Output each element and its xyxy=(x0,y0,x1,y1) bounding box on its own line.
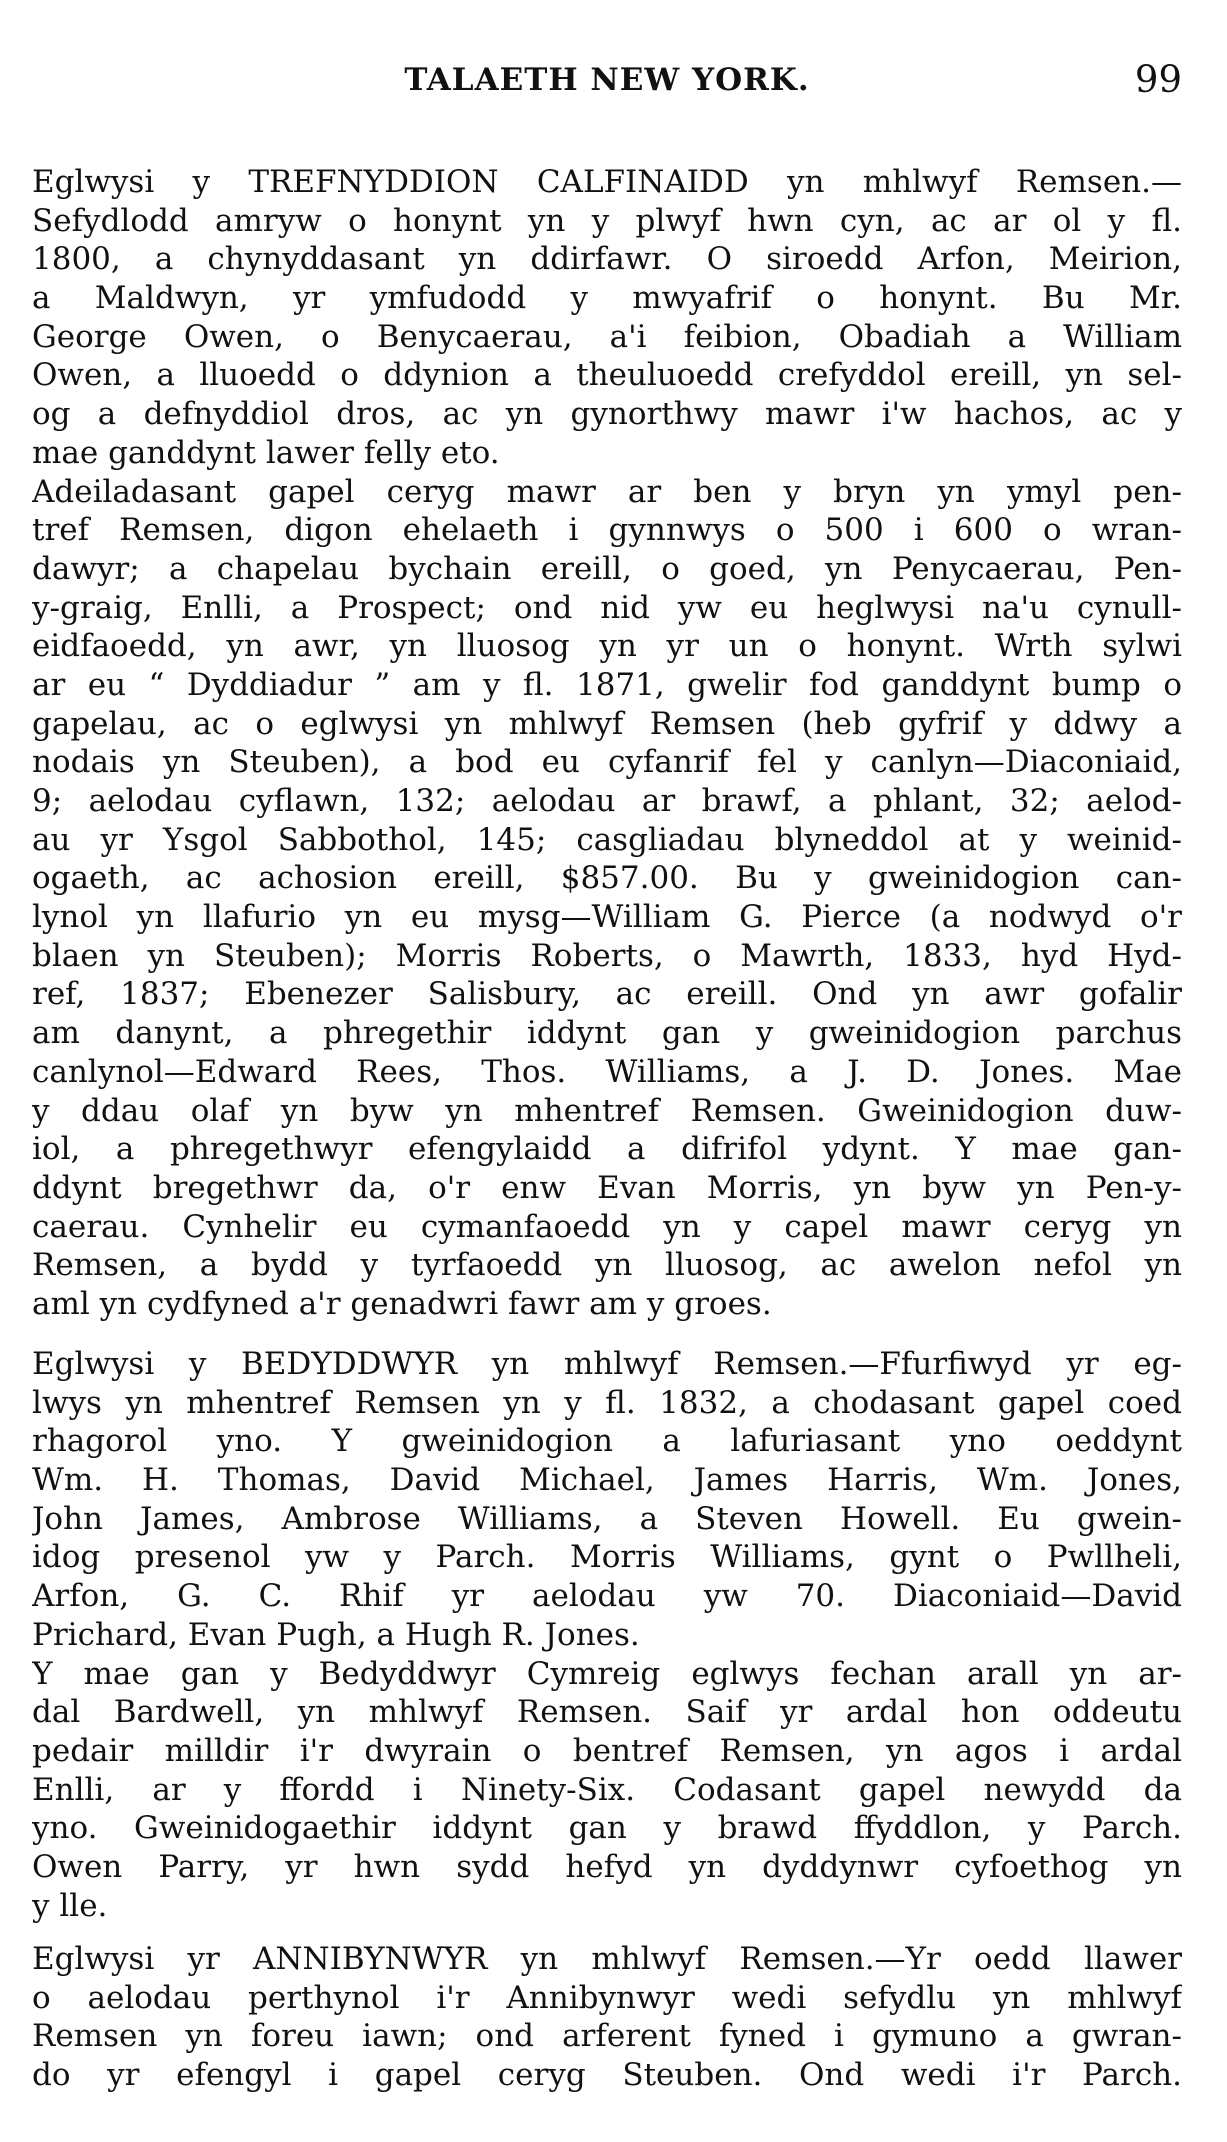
text-line: John James, Ambrose Williams, a Steven Howell. Eu gwein- xyxy=(32,1500,1182,1537)
text-line: y-graig, Enlli, a Prospect; ond nid yw eu heglwysi na'u cynull- xyxy=(32,589,1182,626)
text-line: Owen, a lluoedd o ddynion a theuluoedd crefyddol ereill, yn sel- xyxy=(32,357,1182,394)
text-line: Wm. H. Thomas, David Michael, James Harris, Wm. Jones, xyxy=(32,1462,1182,1499)
section-baptists xyxy=(32,1345,1182,1925)
text-line: yno. Gweinidogaethir iddynt gan y brawd ffyddlon, y Parch. xyxy=(32,1810,1182,1847)
text-line: 9; aelodau cyflawn, 132; aelodau ar brawf, a phlant, 32; aelod- xyxy=(32,783,1182,819)
text-line: do yr efengyl i gapel ceryg Steuben. Ond wedi i'r Parch. xyxy=(32,2057,1182,2094)
text-line: eidfaoedd, yn awr, yn lluosog yn yr un o honynt. Wrth sylwi xyxy=(32,628,1182,665)
text-line: Eglwysi y TREFNYDDION CALFINAIDD yn mhlwyf Remsen.— xyxy=(32,164,1182,200)
text-line: George Owen, o Benycaerau, a'i feibion, Obadiah a William xyxy=(32,318,1182,355)
text-line: Owen Parry, yr hwn sydd hefyd yn dyddynwr cyfoethog yn xyxy=(32,1848,1182,1885)
text-line: au yr Ysgol Sabbothol, 145; casgliadau blyneddol at y weinid- xyxy=(32,821,1182,858)
text-line: aml yn cydfyned a'r genadwri fawr am y groes. xyxy=(32,1285,772,1322)
text-line: pedair milldir i'r dwyrain o bentref Remsen, yn agos i ardal xyxy=(32,1732,1182,1769)
text-line: dawyr; a chapelau bychain ereill, o goed, yn Penycaerau, Pen- xyxy=(32,550,1182,587)
text-line: 1800, a chynyddasant yn ddirfawr. O siroedd Arfon, Meirion, xyxy=(32,241,1182,278)
text-line: a Maldwyn, yr ymfudodd y mwyafrif o honynt. Bu Mr. xyxy=(32,280,1182,317)
text-line: nodais yn Steuben), a bod eu cyfanrif fel y canlyn—Diaconiaid, xyxy=(32,744,1182,781)
text-line: Eglwysi y BEDYDDWYR yn mhlwyf Remsen.—Ffurfiwyd yr eg- xyxy=(32,1346,1182,1382)
text-line: idog presenol yw y Parch. Morris Williams, gynt o Pwllheli, xyxy=(32,1539,1182,1576)
text-line: Remsen, a bydd y tyrfaoedd yn lluosog, ac awelon nefol yn xyxy=(32,1247,1182,1284)
text-line: mae ganddynt lawer felly eto. xyxy=(32,434,500,471)
text-line: Sefydlodd amryw o honynt yn y plwyf hwn cyn, ac ar ol y fl. xyxy=(32,202,1182,239)
text-line: am danynt, a phregethir iddynt gan y gweinidogion parchus xyxy=(32,1015,1182,1052)
text-line: iol, a phregethwyr efengylaidd a difrifol ydynt. Y mae gan- xyxy=(32,1131,1182,1168)
running-title: TALAETH NEW YORK. xyxy=(404,62,810,98)
text-line: Adeiladasant gapel ceryg mawr ar ben y bryn yn ymyl pen- xyxy=(32,473,1182,510)
text-line: lwys yn mhentref Remsen yn y fl. 1832, a chodasant gapel coed xyxy=(32,1384,1182,1421)
text-line: dal Bardwell, yn mhlwyf Remsen. Saif yr ardal hon oddeutu xyxy=(32,1694,1182,1731)
text-line: tref Remsen, digon ehelaeth i gynnwys o 500 i 600 o wran- xyxy=(32,512,1182,549)
text-line: Remsen yn foreu iawn; ond arferent fyned i gymuno a gwran- xyxy=(32,2018,1182,2055)
text-line: Arfon, G. C. Rhif yr aelodau yw 70. Diaconiaid—David xyxy=(32,1578,1182,1615)
text-line: Enlli, ar y ffordd i Ninety-Six. Codasant gapel newydd da xyxy=(32,1771,1182,1808)
text-line: o aelodau perthynol i'r Annibynwyr wedi sefydlu yn mhlwyf xyxy=(32,1979,1182,2016)
text-line: caerau. Cynhelir eu cymanfaoedd yn y capel mawr ceryg yn xyxy=(32,1208,1182,1245)
text-line: ddynt bregethwr da, o'r enw Evan Morris, yn byw yn Pen-y- xyxy=(32,1169,1182,1206)
text-line: Eglwysi yr ANNIBYNWYR yn mhlwyf Remsen.—Yr oedd llawer xyxy=(32,1941,1182,1977)
text-line: ogaeth, ac achosion ereill, $857.00. Bu y gweinidogion can- xyxy=(32,860,1182,897)
page-number: 99 xyxy=(1134,58,1182,101)
text-line: og a defnyddiol dros, ac yn gynorthwy mawr i'w hachos, ac y xyxy=(32,396,1182,433)
section-independents xyxy=(32,1940,1182,2095)
text-line: gapelau, ac o eglwysi yn mhlwyf Remsen (heb gyfrif y ddwy a xyxy=(32,705,1182,742)
text-line: y lle. xyxy=(32,1887,108,1924)
section-methodists xyxy=(32,163,1182,1324)
text-line: ref, 1837; Ebenezer Salisbury, ac ereill. Ond yn awr gofalir xyxy=(32,976,1182,1013)
text-line: Prichard, Evan Pugh, a Hugh R. Jones. xyxy=(32,1616,640,1653)
running-head xyxy=(32,58,1182,110)
text-line: rhagorol yno. Y gweinidogion a lafuriasant yno oeddynt xyxy=(32,1423,1182,1460)
text-line: lynol yn llafurio yn eu mysg—William G. Pierce (a nodwyd o'r xyxy=(32,899,1182,936)
text-line: Y mae gan y Bedyddwyr Cymreig eglwys fechan arall yn ar- xyxy=(32,1655,1182,1692)
text-line: blaen yn Steuben); Morris Roberts, o Mawrth, 1833, hyd Hyd- xyxy=(32,937,1182,974)
text-line: canlynol—Edward Rees, Thos. Williams, a J. D. Jones. Mae xyxy=(32,1053,1182,1090)
text-line: ar eu “ Dyddiadur ” am y fl. 1871, gwelir fod ganddynt bump o xyxy=(32,666,1182,703)
text-line: y ddau olaf yn byw yn mhentref Remsen. Gweinidogion duw- xyxy=(32,1092,1182,1129)
